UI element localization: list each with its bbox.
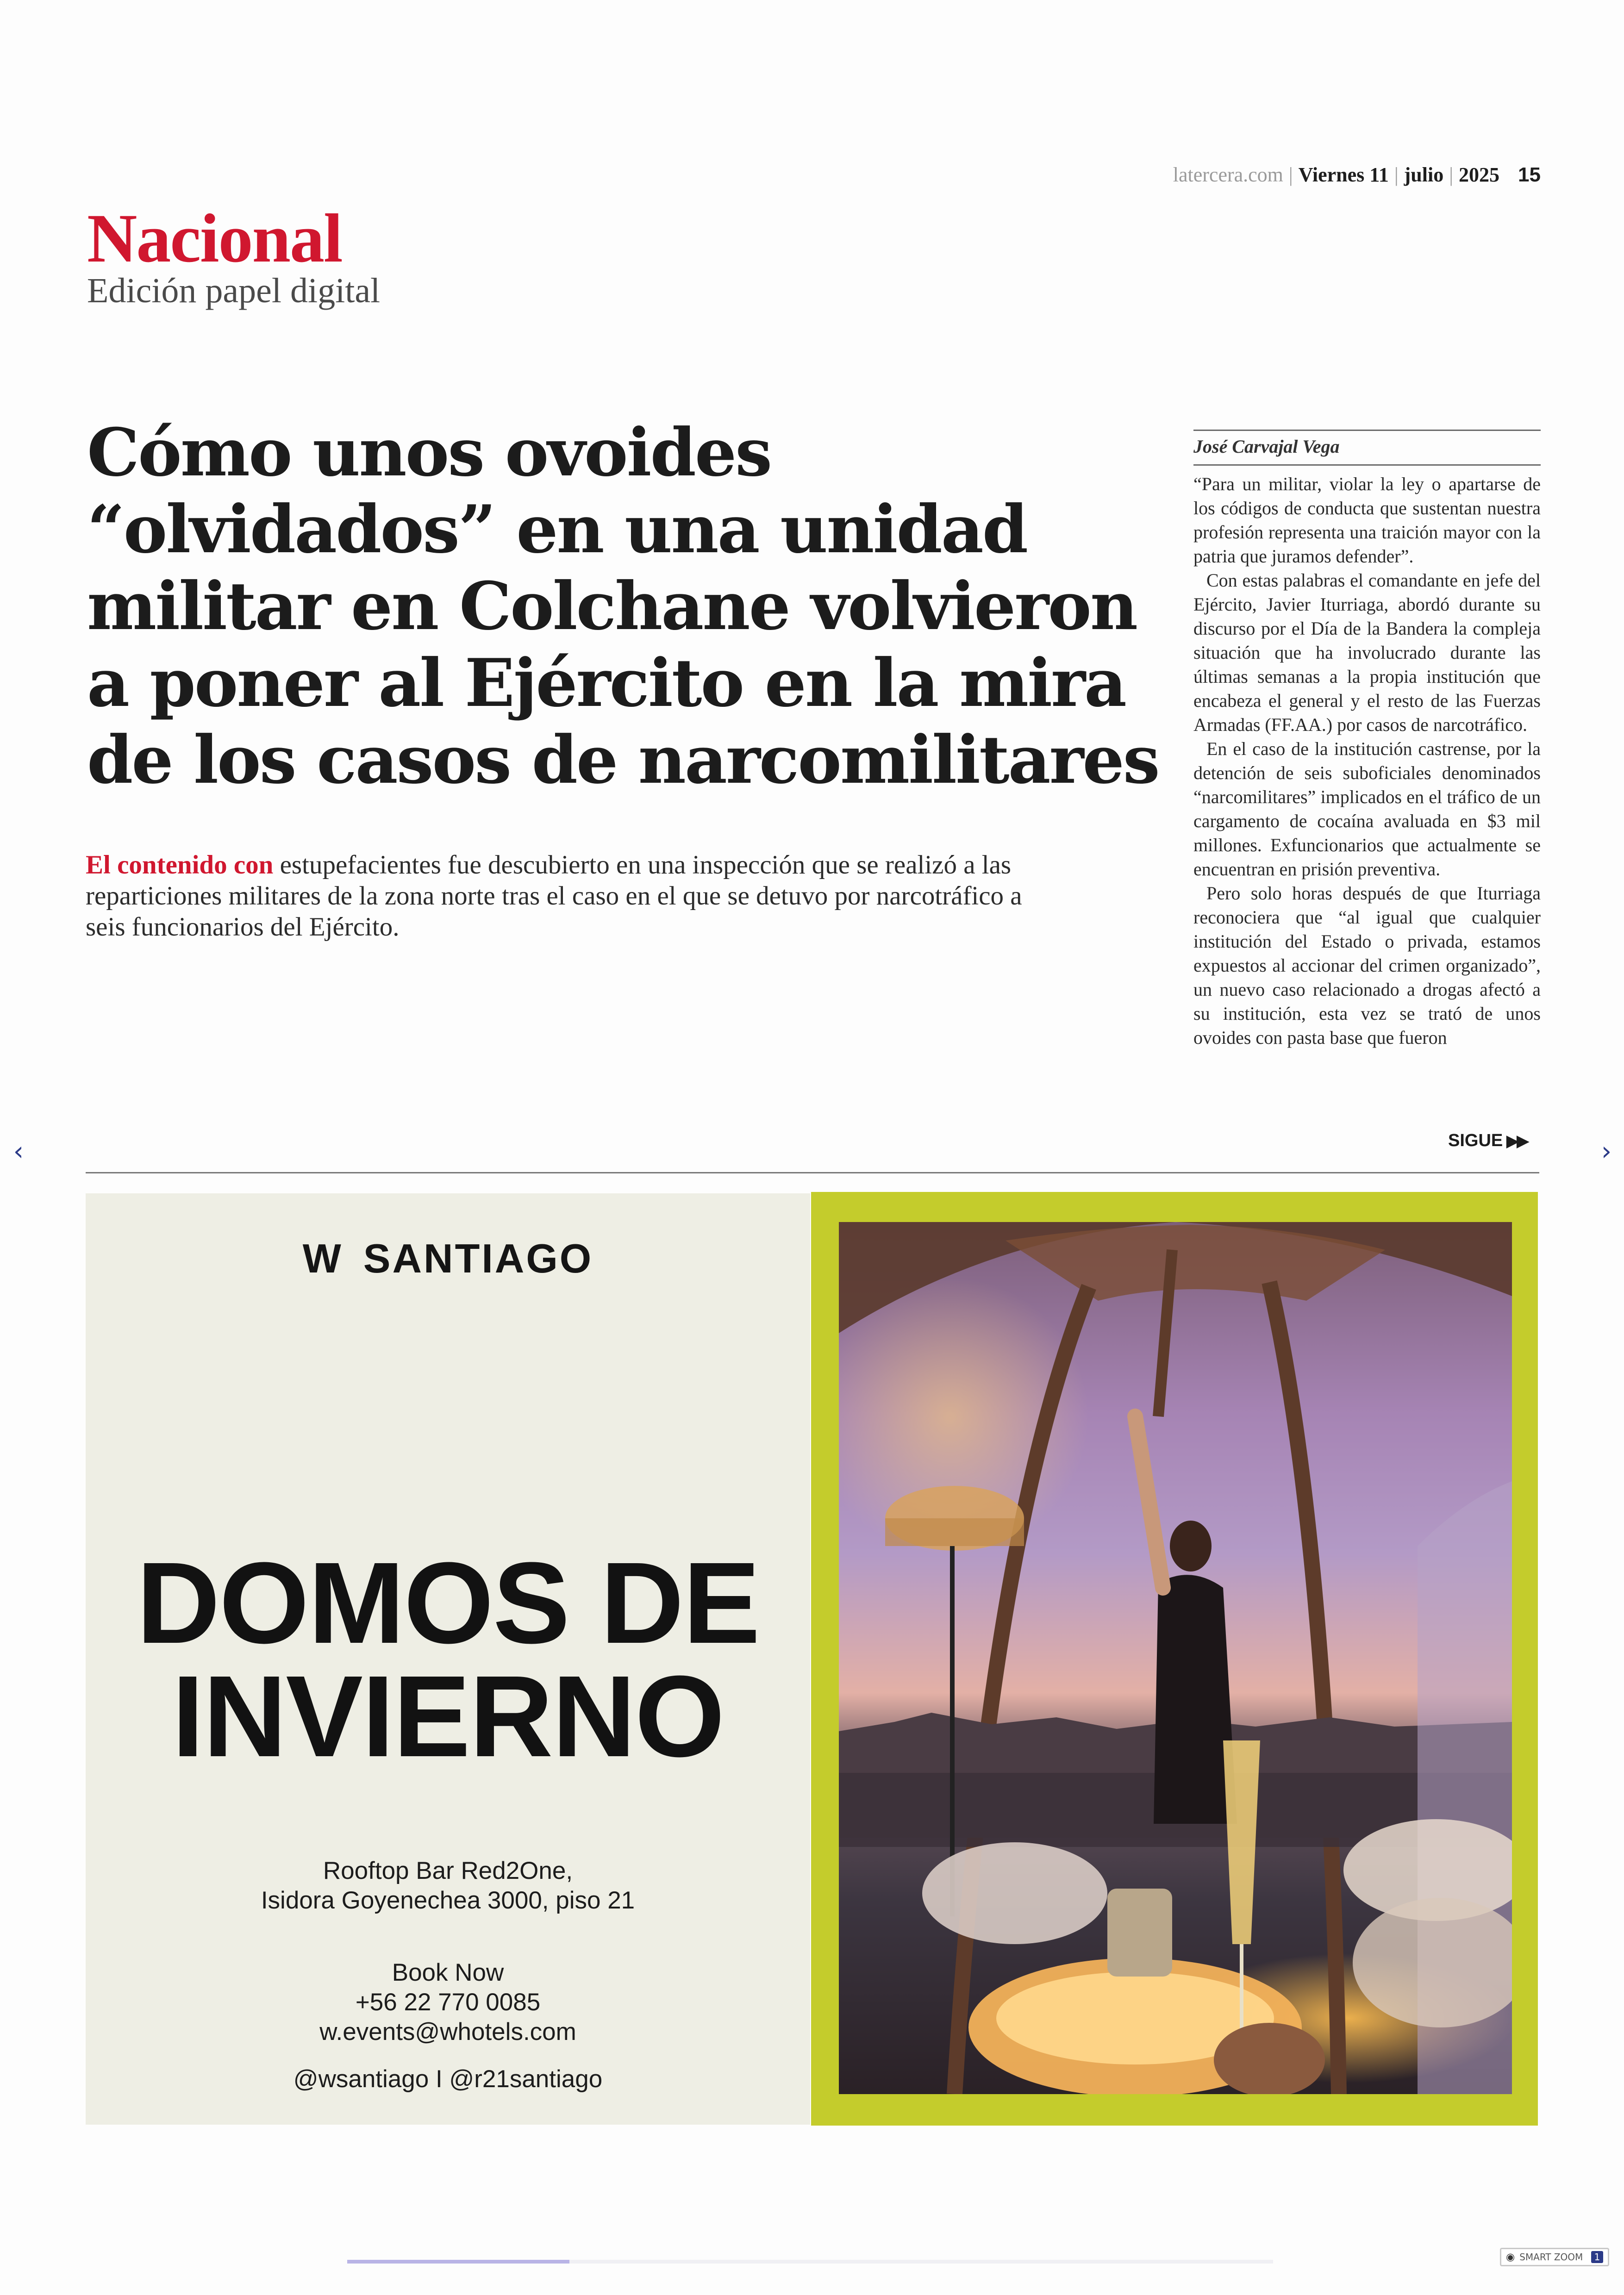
byline: José Carvajal Vega bbox=[1193, 430, 1541, 466]
advert-photo bbox=[839, 1222, 1512, 2094]
advert-title-line2: INVIERNO bbox=[172, 1652, 724, 1781]
body-paragraph: “Para un militar, violar la ley o apartarse de los códigos de conducta que sustentan nuestra profesión representa una traición mayor con la patria que juramos defender”. bbox=[1193, 474, 1541, 567]
smart-zoom-control[interactable] bbox=[1500, 2248, 1609, 2266]
advert-title-line1: DOMOS DE bbox=[136, 1538, 760, 1667]
body-paragraph: En el caso de la institución castrense, por la detención de seis suboficiales denominados “narcomilitares” implicados en el tráfico de un cargamento de cocaína avaluada en $3 mil millones. Exfuncionarios que actualmente se encuentran en prisión preventiva. bbox=[1193, 738, 1541, 879]
page-progress-fill bbox=[347, 2260, 569, 2264]
advert-address bbox=[86, 1856, 810, 1915]
date-year: 2025 bbox=[1459, 163, 1500, 186]
venue-name: Rooftop Bar Red2One, bbox=[323, 1857, 573, 1884]
smart-zoom-label: SMART ZOOM bbox=[1519, 2251, 1583, 2263]
advert-booking bbox=[86, 1958, 810, 2047]
continue-link[interactable] bbox=[1448, 1131, 1527, 1151]
page-number: 15 bbox=[1518, 163, 1541, 186]
email-address: w.events@whotels.com bbox=[319, 2018, 576, 2046]
street-address: Isidora Goyenechea 3000, piso 21 bbox=[261, 1887, 635, 1914]
article-body bbox=[1193, 472, 1541, 1097]
chevron-left-icon: ‹ bbox=[13, 1136, 24, 1166]
eye-icon: ◉ bbox=[1506, 2251, 1515, 2263]
previous-page-button[interactable] bbox=[5, 1138, 32, 1166]
next-page-button[interactable] bbox=[1593, 1138, 1620, 1166]
date-month: julio bbox=[1404, 163, 1444, 186]
rooftop-dome-illustration bbox=[839, 1222, 1512, 2094]
chevron-right-icon: › bbox=[1601, 1136, 1612, 1166]
body-paragraph: Con estas palabras el comandante en jefe del Ejército, Javier Iturriaga, abordó durante su discurso por el Día de la Bandera la compleja situación que ha involucrado durante las últimas semanas a la propia institución que encabeza el general y el resto de las Fuerzas Armadas (FF.AA.) por casos de narcotráfico. bbox=[1193, 570, 1541, 735]
date-day: Viernes 11 bbox=[1298, 163, 1389, 186]
social-handles: @wsantiago I @r21santiago bbox=[293, 2065, 603, 2093]
lead-text: estupefacientes fue descubierto en una inspección que se realizó a las reparticiones militares de la zona norte tras el caso en el que se detuvo por narcotráfico a seis funcionarios del Ejército. bbox=[86, 850, 1022, 942]
article-headline: Cómo unos ovoides “olvidados” en una unidad militar en Colchane volvieron a poner al Ejército en la mira de los casos de narcomilitares bbox=[87, 414, 1159, 798]
zoom-level: 1 bbox=[1591, 2251, 1603, 2263]
site-name[interactable]: latercera.com bbox=[1173, 163, 1283, 186]
advert-brand bbox=[86, 1235, 810, 1282]
masthead-meta: latercera.com | Viernes 11 | julio | 2025 15 bbox=[1173, 163, 1541, 186]
section-title: Nacional bbox=[87, 200, 342, 277]
brand-city: SANTIAGO bbox=[363, 1235, 593, 1281]
edition-label: Edición papel digital bbox=[87, 271, 381, 310]
phone-number: +56 22 770 0085 bbox=[355, 1989, 541, 2016]
divider bbox=[86, 1172, 1539, 1173]
body-paragraph: Pero solo horas después de que Iturriaga reconociera que “al igual que cualquier institución del Estado o privada, estamos expuestos al accionar del crimen organizado”, un nuevo caso relacionado a drogas afectó a su institución, esta vez se trató de unos ovoides con pasta base que fueron bbox=[1193, 883, 1541, 1048]
article-lead bbox=[86, 849, 1067, 942]
lead-kicker: El contenido con bbox=[86, 850, 274, 879]
continue-label: SIGUE bbox=[1448, 1131, 1503, 1150]
brand-w: W bbox=[302, 1235, 343, 1281]
book-now-label: Book Now bbox=[392, 1959, 504, 1986]
play-arrows-icon: ▶▶ bbox=[1506, 1132, 1527, 1150]
advert-title bbox=[86, 1538, 810, 1781]
